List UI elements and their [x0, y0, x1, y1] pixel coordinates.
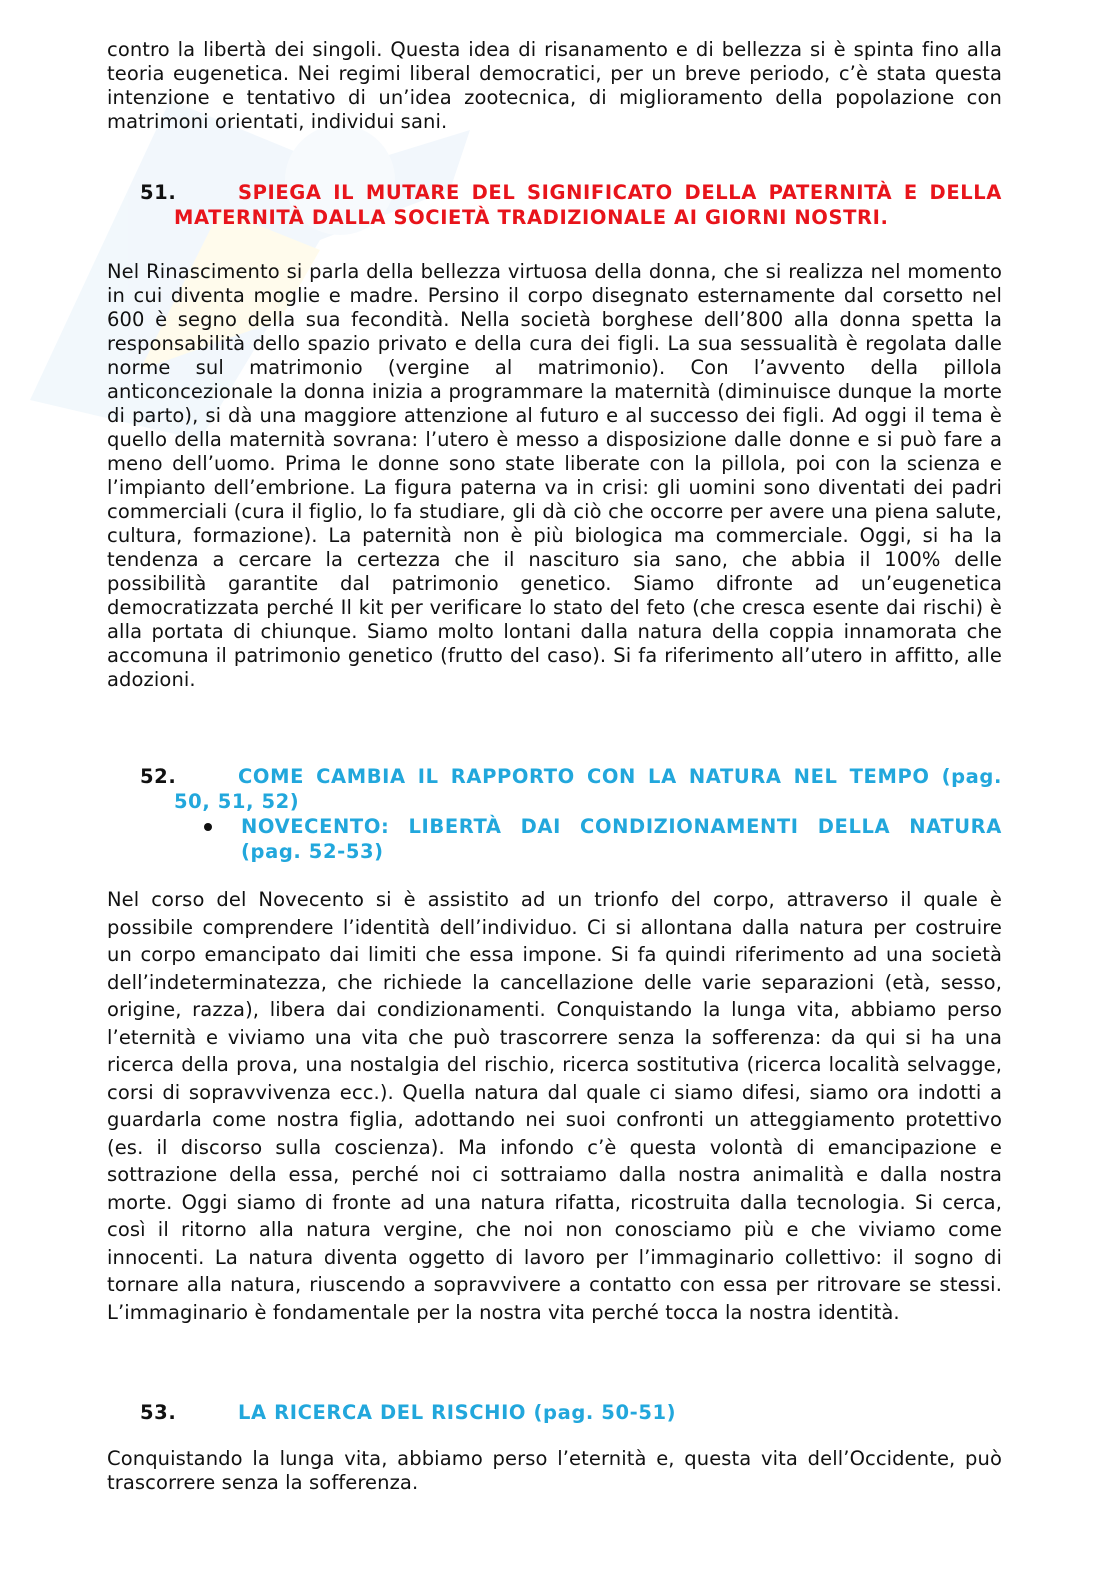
question-53-number: 53. — [140, 1401, 177, 1424]
question-53-heading — [107, 1400, 1002, 1425]
question-53-title: LA RICERCA DEL RISCHIO (pag. 50-51) — [238, 1401, 677, 1424]
question-52-bullet — [107, 814, 1002, 864]
bullet-dot-icon — [204, 823, 212, 831]
question-52-heading — [107, 764, 1002, 814]
question-51-number: 51. — [140, 181, 177, 204]
page-content — [107, 38, 1002, 1495]
answer-51-paragraph: Nel Rinascimento si parla della bellezza virtuosa della donna, che si realizza nel momento in cui diventa moglie e madre. Persino il corpo disegnato esternamente dal corsetto nel 600 è segno della sua fecondità. Nella società borghese dell’800 alla donna spetta la responsabilità dello spazio privato e della cura dei figli. La sua sessualità è regolata dalle norme sul matrimonio (vergine al matrimonio). Con l’avvento della pillola anticoncezionale la donna inizia a programmare la maternità (diminuisce dunque la morte di parto), si dà una maggiore attenzione al futuro e al successo dei figli. Ad oggi il tema è quello della maternità sovrana: l’utero è messo a disposizione dalle donne e si può fare a meno dell’uomo. Prima le donne sono state liberate con la pillola, poi con la scienza e l’impianto dell’embrione. La figura paterna va in crisi: gli uomini sono diventati dei padri commerciali (cura il figlio, lo fa studiare, gli dà ciò che occorre per avere una piena salute, cultura, formazione). La paternità non è più biologica ma commerciale. Oggi, si ha la tendenza a cercare la certezza che il nascituro sia sano, che abbia il 100% delle possibilità garantite dal patrimonio genetico. Siamo difronte ad un’eugenetica democratizzata perché Il kit per verificare lo stato del feto (che cresca esente dai rischi) è alla portata di chiunque. Siamo molto lontani dalla natura della coppia innamorata che accomuna il patrimonio genetico (frutto del caso). Si fa riferimento all’utero in affitto, alle adozioni. — [107, 260, 1002, 691]
question-51-title: SPIEGA IL MUTARE DEL SIGNIFICATO DELLA PATERNITÀ E DELLA MATERNITÀ DALLA SOCIETÀ TRADIZIONALE AI GIORNI NOSTRI. — [174, 181, 1002, 229]
answer-53-paragraph: Conquistando la lunga vita, abbiamo perso l’eternità e, questa vita dell’Occidente, può trascorrere senza la sofferenza. — [107, 1447, 1002, 1494]
answer-52-paragraph: Nel corso del Novecento si è assistito ad un trionfo del corpo, attraverso il quale è possibile comprendere l’identità dell’individuo. Ci si allontana dalla natura per costruire un corpo emancipato dai limiti che essa impone. Si fa quindi riferimento ad una società dell’indeterminatezza, che richiede la cancellazione delle varie separazioni (età, sesso, origine, razza), libera dai condizionamenti. Conquistando la lunga vita, abbiamo perso l’eternità e viviamo una vita che può trascorrere senza la sofferenza: da qui si ha una ricerca della prova, una nostalgia del rischio, ricerca sostitutiva (ricerca località selvagge, corsi di sopravvivenza ecc.). Quella natura dal quale ci siamo difesi, siamo ora indotti a guardarla come nostra figlia, adottando nei suoi confronti un atteggiamento protettivo (es. il discorso sulla coscienza). Ma infondo c’è questa volontà di emancipazione e sottrazione della essa, perché noi ci sottraiamo dalla nostra animalità e dalla nostra morte. Oggi siamo di fronte ad una natura rifatta, ricostruita dalla tecnologia. Si cerca, così il ritorno alla natura vergine, che noi non conosciamo più e che viviamo come innocenti. La natura diventa oggetto di lavoro per l’immaginario collettivo: il sogno di tornare alla natura, riuscendo a sopravvivere a contatto con essa per ritrovare se stessi. L’immaginario è fondamentale per la nostra vita perché tocca la nostra identità. — [107, 888, 1002, 1324]
question-52-title: COME CAMBIA IL RAPPORTO CON LA NATURA NEL TEMPO (pag. 50, 51, 52) — [174, 765, 1002, 813]
question-51-heading — [107, 180, 1002, 230]
question-52-bullet-text: NOVECENTO: LIBERTÀ DAI CONDIZIONAMENTI DELLA NATURA (pag. 52-53) — [241, 815, 1002, 863]
intro-paragraph: contro la libertà dei singoli. Questa idea di risanamento e di bellezza si è spinta fino alla teoria eugenetica. Nei regimi liberal democratici, per un breve periodo, c’è stata questa intenzione e tentativo di un’idea zootecnica, di miglioramento della popolazione con matrimoni orientati, individui sani. — [107, 38, 1002, 133]
question-52-number: 52. — [140, 765, 177, 788]
